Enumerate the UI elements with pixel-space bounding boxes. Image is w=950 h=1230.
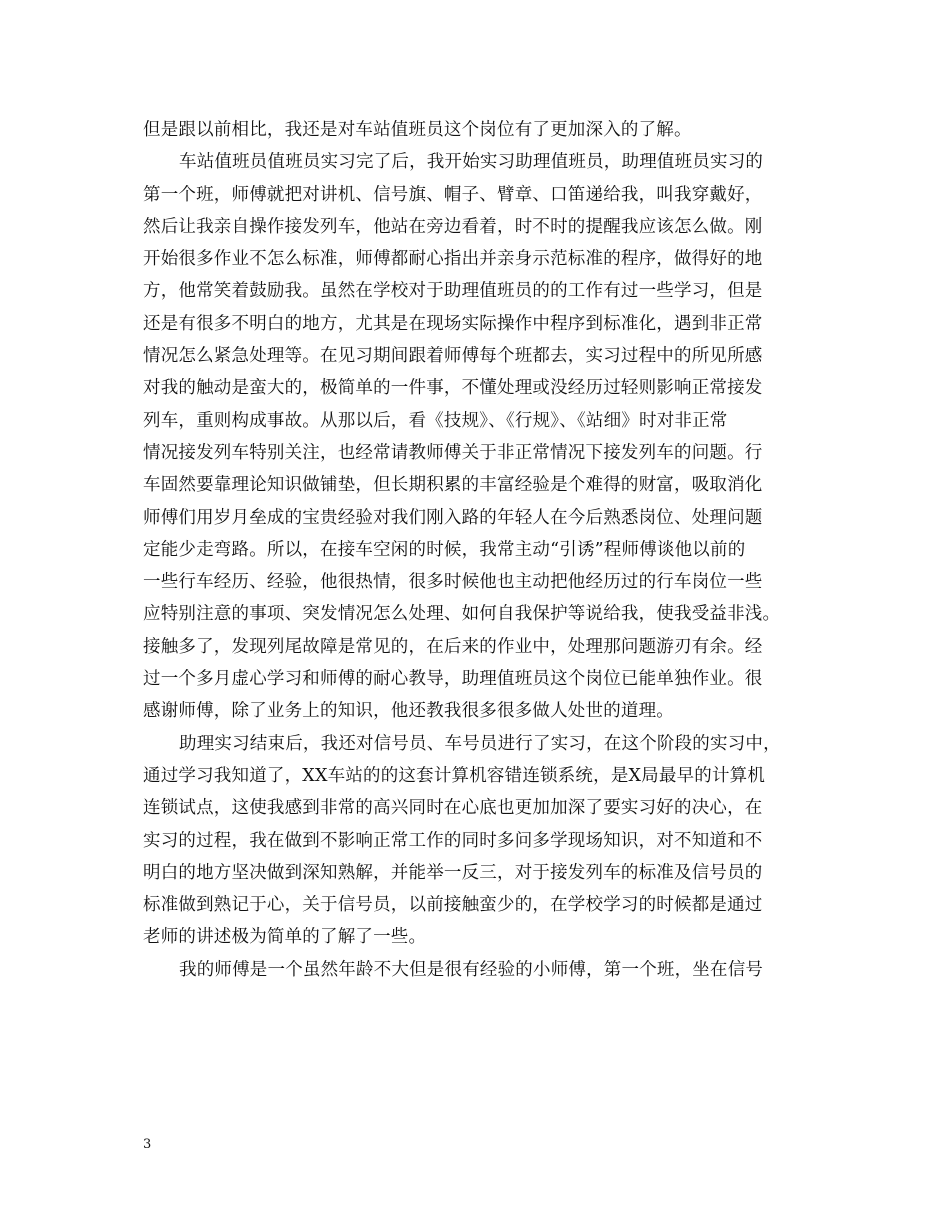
text-line: 通过学习我知道了，XX车站的的这套计算机容错连锁系统，是X局最早的计算机 bbox=[143, 765, 766, 786]
text-line: 列车，重则构成事故。从那以后，看《技规》、《行规》、《站细》时对非正常 bbox=[143, 410, 728, 431]
text-line: 开始很多作业不怎么标准，师傅都耐心指出并亲身示范标准的程序，做得好的地 bbox=[143, 249, 763, 270]
text-line: 过一个多月虚心学习和师傅的耐心教导，助理值班员这个岗位已能单独作业。很 bbox=[143, 669, 763, 690]
text-line: 老师的讲述极为简单的了解了一些。 bbox=[143, 927, 427, 948]
text-line: 然后让我亲自操作接发列车，他站在旁边看着，时不时的提醒我应该怎么做。刚 bbox=[143, 216, 763, 237]
paragraph-first-line: 我的师傅是一个虽然年龄不大但是很有经验的小师傅，第一个班，坐在信号 bbox=[179, 959, 764, 980]
paragraph-first-line: 车站值班员值班员实习完了后，我开始实习助理值班员，助理值班员实习的 bbox=[179, 152, 764, 173]
text-line: 师傅们用岁月垒成的宝贵经验对我们刚入路的年轻人在今后熟悉岗位、处理问题 bbox=[143, 507, 763, 528]
page-number: 3 bbox=[143, 1137, 152, 1152]
text-line: 情况接发列车特别关注，也经常请教师傅关于非正常情况下接发列车的问题。行 bbox=[143, 442, 763, 463]
text-line: 第一个班，师傅就把对讲机、信号旗、帽子、臂章、口笛递给我，叫我穿戴好， bbox=[143, 184, 763, 205]
text-line: 车固然要靠理论知识做铺垫，但长期积累的丰富经验是个难得的财富，吸取消化 bbox=[143, 475, 763, 496]
text-line: 方，他常笑着鼓励我。虽然在学校对于助理值班员的的工作有过一些学习，但是 bbox=[143, 281, 763, 302]
text-line: 还是有很多不明白的地方，尤其是在现场实际操作中程序到标准化，遇到非正常 bbox=[143, 313, 763, 334]
text-line: 感谢师傅，除了业务上的知识，他还教我很多很多做人处世的道理。 bbox=[143, 701, 674, 722]
text-line: 定能少走弯路。所以，在接车空闲的时候，我常主动“引诱”程师傅谈他以前的 bbox=[143, 539, 746, 560]
text-line: 应特别注意的事项、突发情况怎么处理、如何自我保护等说给我，使我受益非浅。 bbox=[143, 604, 781, 625]
text-line: 连锁试点，这使我感到非常的高兴同时在心底也更加加深了要实习好的决心，在 bbox=[143, 798, 763, 819]
text-line: 但是跟以前相比，我还是对车站值班员这个岗位有了更加深入的了解。 bbox=[143, 120, 692, 140]
text-line: 一些行车经历、经验，他很热情，很多时候他也主动把他经历过的行车岗位一些 bbox=[143, 572, 763, 593]
text-line: 标准做到熟记于心，关于信号员，以前接触蛮少的，在学校学习的时候都是通过 bbox=[143, 895, 763, 916]
text-line: 情况怎么紧急处理等。在见习期间跟着师傅每个班都去，实习过程中的所见所感 bbox=[143, 346, 763, 367]
text-line: 明白的地方坚决做到深知熟解，并能举一反三，对于接发列车的标准及信号员的 bbox=[143, 862, 763, 883]
body-text bbox=[143, 114, 823, 986]
text-line: 实习的过程，我在做到不影响正常工作的同时多问多学现场知识，对不知道和不 bbox=[143, 830, 763, 851]
text-line: 接触多了，发现列尾故障是常见的，在后来的作业中，处理那问题游刃有余。经 bbox=[143, 636, 763, 657]
text-line: 对我的触动是蛮大的，极简单的一件事，不懂处理或没经历过轻则影响正常接发 bbox=[143, 378, 763, 399]
paragraph-first-line: 助理实习结束后，我还对信号员、车号员进行了实习，在这个阶段的实习中， bbox=[179, 733, 781, 754]
